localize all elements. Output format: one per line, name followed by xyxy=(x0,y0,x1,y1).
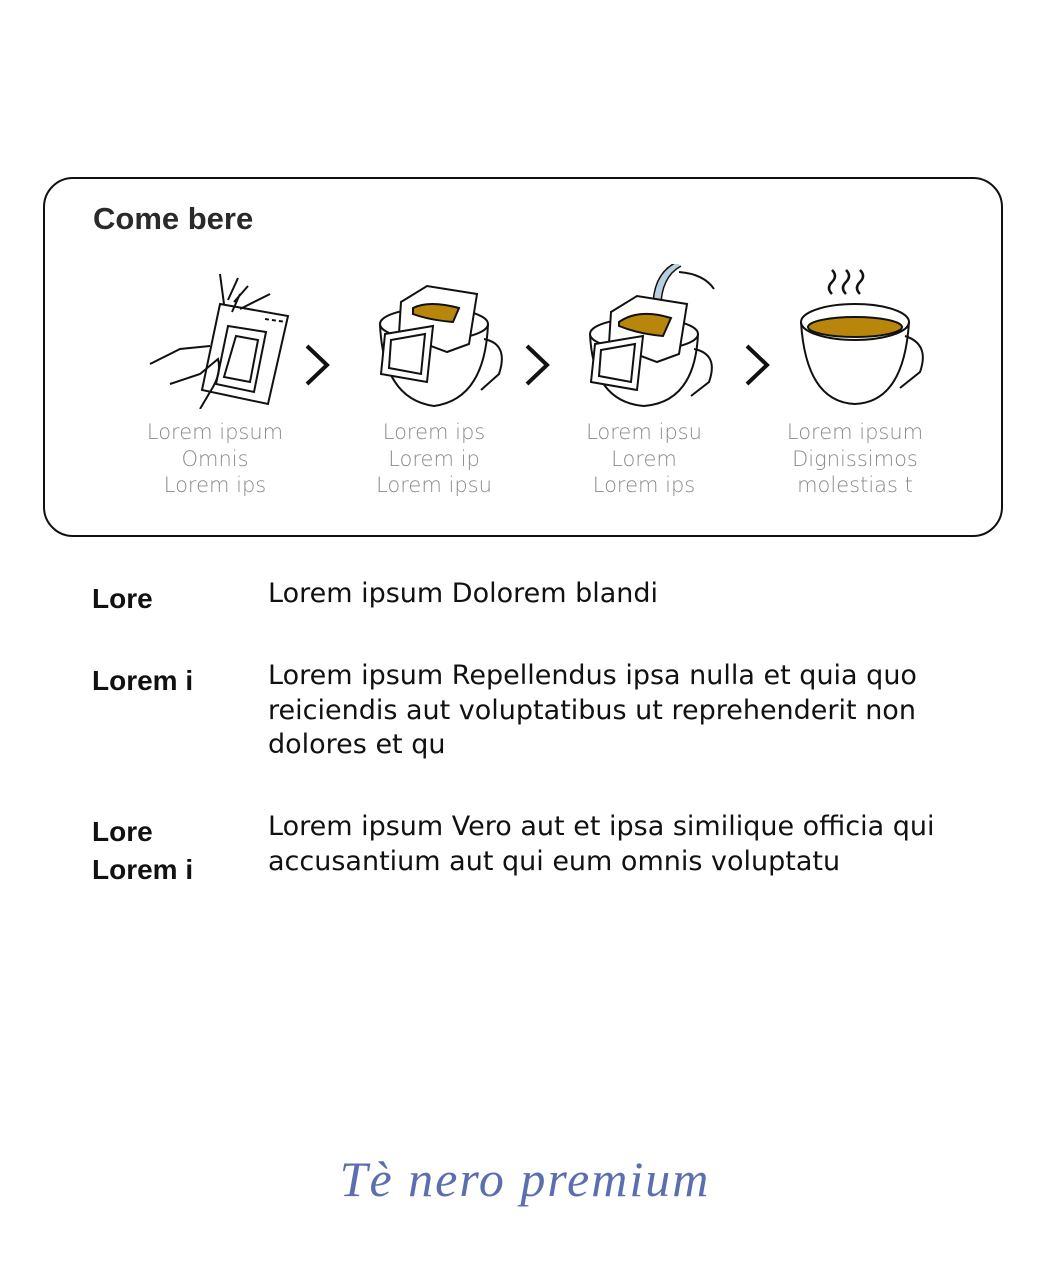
brand-signature: Tè nero premium xyxy=(339,1151,711,1207)
step-3 xyxy=(544,264,744,499)
step-3-caption-line: Lorem ips xyxy=(592,473,696,497)
pour-water-icon xyxy=(569,264,719,409)
step-2-caption-line: Lorem ips xyxy=(382,420,486,444)
step-3-caption-line: Lorem ipsu xyxy=(586,420,702,444)
step-4-caption-line: Dignissimos xyxy=(792,446,918,471)
step-3-caption-line: Lorem xyxy=(611,446,677,471)
step-4-caption-line: molestias t xyxy=(797,473,913,497)
step-1-caption-line: Lorem ips xyxy=(163,473,267,497)
step-1-caption-line: Lorem ipsum xyxy=(146,420,284,444)
step-1-caption-line: Omnis xyxy=(181,446,249,471)
card-title: Come bere xyxy=(93,201,254,236)
step-4 xyxy=(755,264,955,499)
spec-label: Lore xyxy=(92,583,153,614)
hot-cup-icon xyxy=(780,264,930,409)
step-2 xyxy=(334,264,534,499)
step-4-caption-line: Lorem ipsum xyxy=(786,420,924,444)
drip-bag-on-cup-icon xyxy=(359,264,509,409)
spec-value: Lorem ipsum Repellendus ipsa nulla et quia quo reiciendis aut voluptatibus ut reprehenderit non dolores et qu xyxy=(268,660,917,760)
step-2-caption-line: Lorem ip xyxy=(388,446,480,471)
spec-value: Lorem ipsum Vero aut et ipsa similique officia qui accusantium aut qui eum omnis voluptatu xyxy=(268,811,935,877)
how-to-drink-card xyxy=(43,177,1003,537)
spec-value: Lorem ipsum Dolorem blandi xyxy=(268,578,659,609)
step-2-caption-line: Lorem ipsu xyxy=(376,473,492,497)
spec-label: Lore Lorem i xyxy=(92,816,194,885)
spec-label: Lorem i xyxy=(92,665,194,696)
chevron-right-icon xyxy=(303,344,331,386)
step-1 xyxy=(115,264,315,499)
tear-open-packet-icon xyxy=(140,264,290,409)
